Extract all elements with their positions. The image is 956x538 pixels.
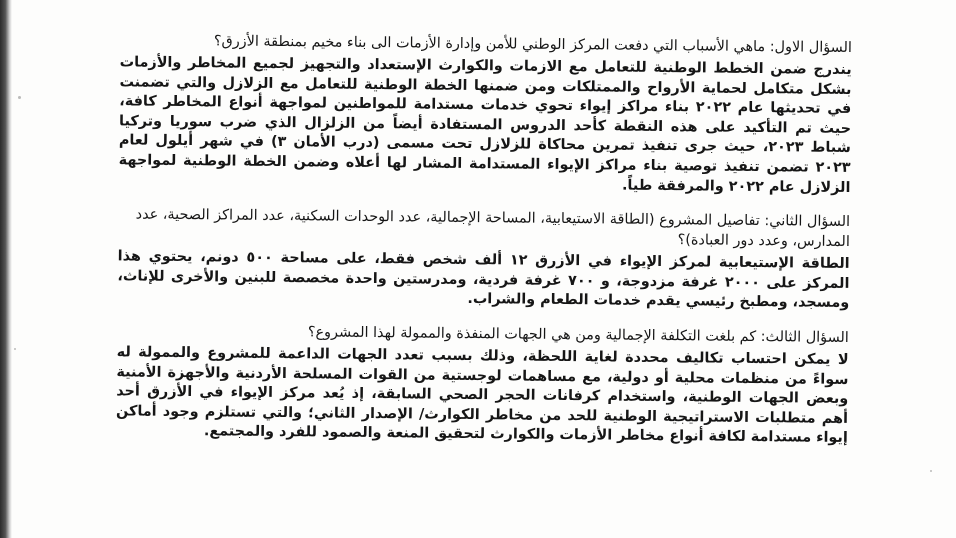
question-3: السؤال الثالث: كم بلغت التكلفة الإجمالية ومن هي الجهات المنفذة والممولة لهذا المشروع؟ [307,324,849,346]
qa-section-2 [117,204,850,313]
answer-2: الطاقة الإستيعابية لمركز الإيواء في الأزرق ١٢ ألف شخص فقط، على مساحة ٥٠٠ دونم، يحتوي هذا المركز على ٢٠٠٠ غرفة مزدوجة، و ٧٠٠ غرفة فردية، ومدرستين واحدة مخصصة للبنين والأخرى للإناث، ومسجد، ومطبخ رئيسي يقدم خدمات الطعام والشراب. [117,248,850,312]
qa-section-1 [118,30,852,198]
qa-section-3 [116,320,849,449]
question-2: السؤال الثاني: تفاصيل المشروع (الطاقة الاستيعابية، المساحة الإجمالية، عدد الوحدات السكنية، عدد المراكز الصحية، عدد المدارس، وعدد دور العبادة)؟ [135,206,851,251]
document-body [116,30,852,463]
scan-speck [14,348,16,350]
question-1: السؤال الاول: ماهي الأسباب التي دفعت المركز الوطني للأمن وإدارة الأزمات الى بناء مخيم بمنطقة الأزرق؟ [213,33,852,56]
answer-1: يندرج ضمن الخطط الوطنية للتعامل مع الازمات والكوارث الإستعداد والتجهيز لجميع المخاطر والأزمات بشكل متكامل لحماية الأرواح والممتلكات ومن ضمنها الخطة الوطنية للتعامل مع الزلازل والتي تضمنت في تحديثها عام ٢٠٢٢ بناء مراكز إيواء تحوي خدمات مستدامة للمواطنين لمواجهة أنواع المخاطر كافة، حيث تم التأكيد على هذه النقطة كأحد الدروس المستفادة أيضاً من الزلزال الذي ضرب سوريا وتركيا شباط ٢٠٢٣، حيث جرى تنفيذ تمرين محاكاة للزلازل تحت مسمى (درب الأمان ٣) في شهر أيلول لعام ٢٠٢٣ تضمن تنفيذ توصية بناء مراكز الإيواء المستدامة المشار لها أعلاه وضمن الخطة الوطنية لمواجهة الزلازل عام ٢٠٢٢ والمرفقة طياً. [118,54,852,196]
scan-speck [930,470,932,472]
scan-edge-shadow [0,0,12,538]
answer-3: لا يمكن احتساب تكاليف محددة لغاية اللحظة، وذلك بسبب تعدد الجهات الداعمة للمشروع والممولة له سواءً من منظمات محلية أو دولية، مع مساهمات لوجستية من القوات المسلحة الأردنية والأجهزة الأمنية وبعض الجهات الوطنية، واستخدام كرفانات الحجر الصحي السابقة، إذ يُعد مركز الإيواء في الأزرق أحد أهم متطلبات الاستراتيجية الوطنية للحد من مخاطر الكوارث/ الإصدار الثاني؛ والتي تستلزم وجود أماكن إيواء مستدامة لكافة أنواع مخاطر الأزمات والكوارث لتحقيق المنعة والصمود للفرد والمجتمع. [115,344,849,447]
scan-speck [18,96,21,99]
